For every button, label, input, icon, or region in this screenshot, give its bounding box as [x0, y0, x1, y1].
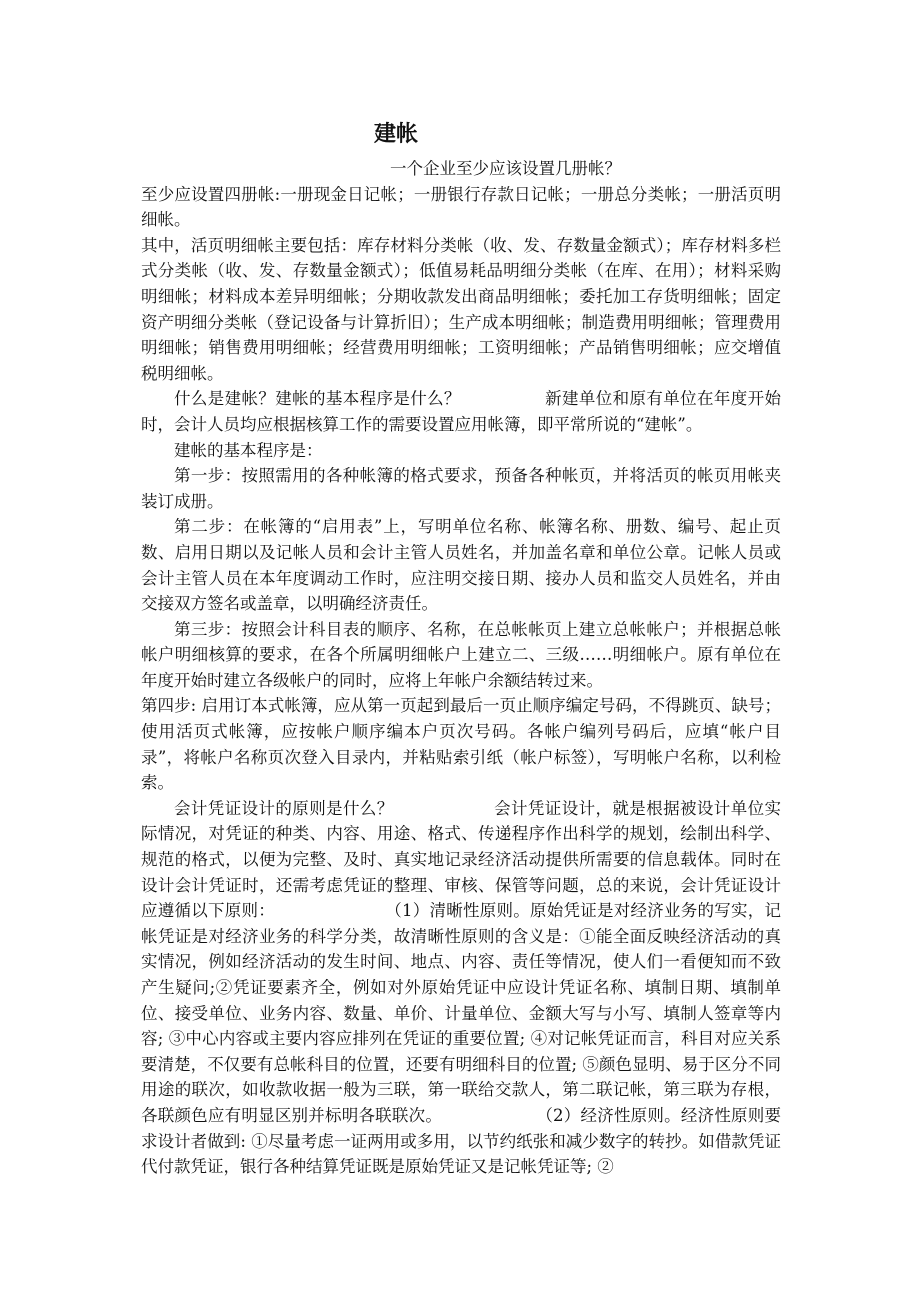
jianzhang-paragraph	[141, 386, 781, 437]
intro-paragraph: 至少应设置四册帐:一册现金日记帐；一册银行存款日记帐；一册总分类帐；一册活页明细帐。	[141, 184, 781, 230]
voucher-question: 会计凭证设计的原则是什么？	[174, 798, 394, 818]
step-4-paragraph: 第四步: 启用订本式帐簿，应从第一页起到最后一页止顺序编定号码，不得跳页、缺号；使用活页式帐簿，应按帐户顺序编本户页次号码。各帐户编列号码后，应填“帐户目录”，将帐户名称页次登入目录内，并粘贴索引纸（帐户标签），写明帐户名称，以利检索。	[141, 696, 781, 793]
loose-leaf-paragraph: 其中，活页明细帐主要包括：库存材料分类帐（收、发、存数量金额式）；库存材料多栏式分类帐（收、发、存数量金额式）；低值易耗品明细分类帐（在库、在用）；材料采购明细帐；材料成本差异明细帐；分期收款发出商品明细帐；委托加工存货明细帐；固定资产明细分类帐（登记设备与计算折旧）；生产成本明细帐；制造费用明细帐；管理费用明细帐；销售费用明细帐；经营费用明细帐；工资明细帐；产品销售明细帐；应交增值税明细帐。	[141, 235, 781, 383]
step-1-paragraph: 第一步：按照需用的各种帐簿的格式要求，预备各种帐页，并将活页的帐页用帐夹装订成册。	[141, 466, 781, 511]
voucher-paragraph	[141, 796, 781, 1180]
jianzhang-answer: 新建单位和原有单位在年度开始时，会计人员均应根据核算工作的需要设置应用帐簿，即平常所说的“建帐”。	[141, 389, 782, 434]
step-2-paragraph: 第二步：在帐簿的“启用表”上，写明单位名称、帐簿名称、册数、编号、起止页数、启用日期以及记帐人员和会计主管人员姓名，并加盖名章和单位公章。记帐人员或会计主管人员在本年度调动工作时，应注明交接日期、接办人员和监交人员姓名，并由交接双方签名或盖章，以明确经济责任。	[141, 517, 781, 614]
document-page	[141, 118, 781, 1180]
jianzhang-question: 什么是建帐？建帐的基本程序是什么？	[174, 389, 461, 409]
step-3-paragraph: 第三步：按照会计科目表的顺序、名称，在总帐帐页上建立总帐帐户；并根据总帐帐户明细核算的要求，在各个所属明细帐户上建立二、三级……明细帐户。原有单位在年度开始时建立各级帐户的同时，应将上年帐户余额结转过来。	[141, 619, 781, 690]
voucher-answer: 会计凭证设计，就是根据被设计单位实际情况，对凭证的种类、内容、用途、格式、传递程序作出科学的规划，绘制出科学、规范的格式，以便为完整、及时、真实地记录经济活动提供所需要的信息载体。同时在设计会计凭证时，还需考虑凭证的整理、审核、保管等问题，总的来说，会计凭证设计应遵循以下原则：	[141, 798, 782, 921]
document-subtitle: 一个企业至少应该设置几册帐？	[390, 159, 621, 178]
principle-1-text: （1）清晰性原则。原始凭证是对经济业务的写实，记帐凭证是对经济业务的科学分类，故清晰性原则的含义是：①能全面反映经济活动的真实情况，例如经济活动的发生时间、地点、内容、责任等情况，使人们一看便知而不致产生疑问;②凭证要素齐全，例如对外原始凭证中应设计凭证名称、填制日期、填制单位、接受单位、业务内容、数量、单价、计量单位、金额大写与小写、填制人签章等内容; ③中心内容或主要内容应排列在凭证的重要位置; ④对记帐凭证而言，科目对应关系要清楚，不仅要有总帐科目的位置，还要有明细科目的位置; ⑤颜色显明、易于区分不同用途的联次，如收款收据一般为三联，第一联给交款人，第二联记帐，第三联为存根，各联颜色应有明显区别并标明各联联次。	[141, 901, 781, 1125]
document-title: 建帐	[374, 122, 419, 147]
procedure-heading: 建帐的基本程序是：	[174, 440, 323, 460]
principle-2-text: （2）经济性原则。经济性原则要求设计者做到: ①尽量考虑一证两用或多用，以节约纸张和减少数字的转抄。如借款凭证代付款凭证，银行各种结算凭证既是原始凭证又是记帐凭证等; ②	[141, 1105, 782, 1177]
